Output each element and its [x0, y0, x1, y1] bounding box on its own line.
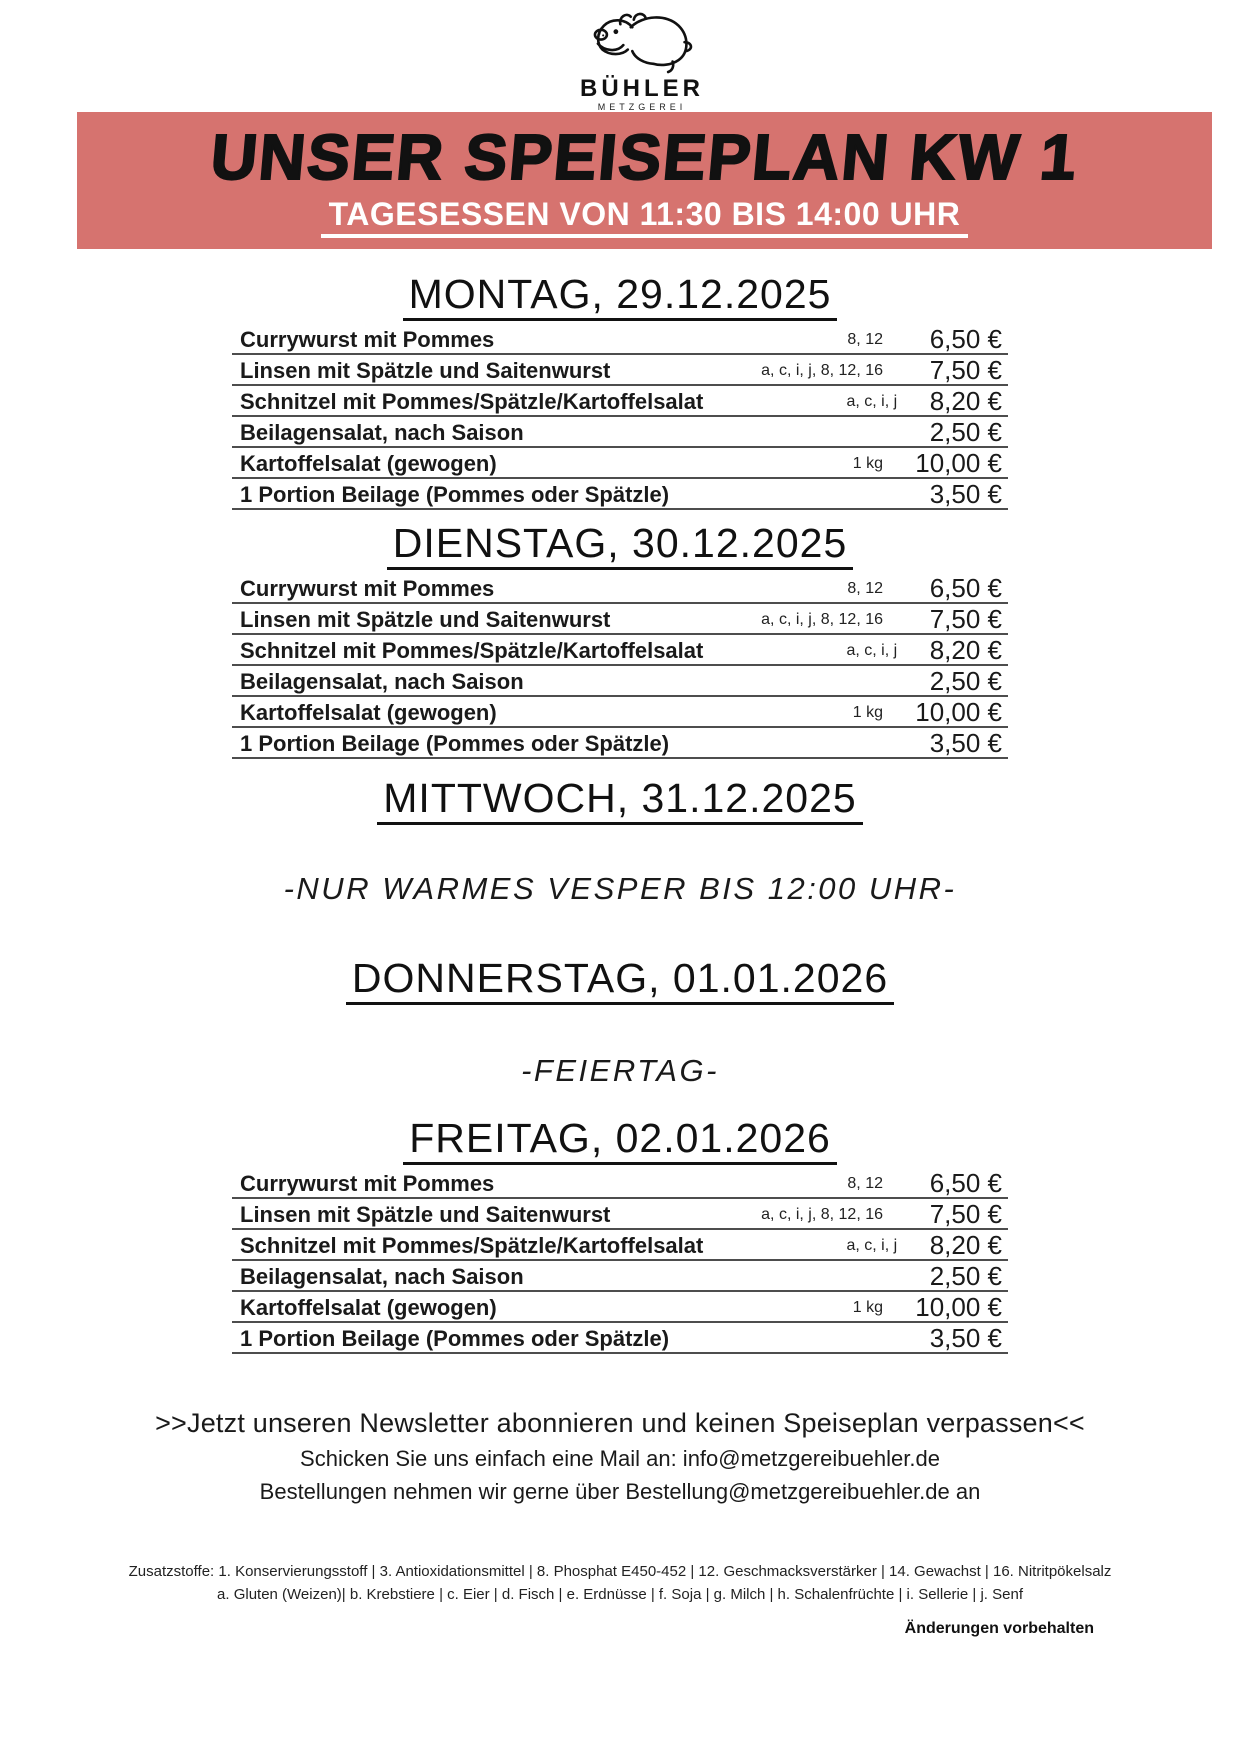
pig-logo-icon: [586, 12, 698, 76]
item-info: a, c, i, j, 8, 12, 16: [761, 1206, 883, 1224]
brand-name: BÜHLER: [580, 75, 704, 102]
title-banner: [77, 112, 1212, 249]
item-name: Schnitzel mit Pommes/Spätzle/Kartoffelsalat: [240, 1233, 704, 1259]
item-name: Kartoffelsalat (gewogen): [240, 699, 497, 725]
item-info: [669, 1348, 885, 1351]
newsletter-order-line: Bestellungen nehmen wir gerne über Bestellung@metzgereibuehler.de an: [259, 1479, 981, 1505]
item-name: Schnitzel mit Pommes/Spätzle/Kartoffelsalat: [240, 637, 704, 663]
menu-row: [232, 573, 1008, 604]
menu-row: [232, 1292, 1008, 1323]
day-heading-freitag: FREITAG, 02.01.2026: [403, 1117, 837, 1165]
item-name: Linsen mit Spätzle und Saitenwurst: [240, 1202, 611, 1228]
brand-subtitle: METZGEREI: [597, 102, 687, 113]
item-name: Linsen mit Spätzle und Saitenwurst: [240, 606, 611, 632]
footer-allergens: a. Gluten (Weizen)| b. Krebstiere | c. Eier | d. Fisch | e. Erdnüsse | f. Soja | g. Milch | h. Schalenfrüchte | i. Sellerie | j. Senf: [217, 1585, 1023, 1603]
menu-row: [232, 448, 1008, 479]
menu-row: [232, 417, 1008, 448]
item-info: a, c, i, j: [846, 393, 898, 411]
item-info: a, c, i, j: [846, 1237, 898, 1255]
day-heading-donnerstag: DONNERSTAG, 01.01.2026: [346, 957, 894, 1005]
item-price: 6,50 €: [929, 573, 1002, 604]
menu-row: [232, 1323, 1008, 1354]
menu-row: [232, 386, 1008, 417]
day-note-mittwoch: -NUR WARMES VESPER BIS 12:00 UHR-: [283, 871, 957, 907]
item-price: 10,00 €: [915, 1292, 1002, 1323]
menu-row: [232, 728, 1008, 759]
item-name: Currywurst mit Pommes: [240, 575, 495, 601]
day-heading-mittwoch: MITTWOCH, 31.12.2025: [377, 777, 862, 825]
menu-table-montag: [232, 324, 1008, 510]
menu-row: [232, 1168, 1008, 1199]
item-info: a, c, i, j, 8, 12, 16: [761, 362, 883, 380]
item-info: 8, 12: [847, 580, 883, 598]
item-price: 10,00 €: [915, 697, 1002, 728]
item-name: Beilagensalat, nach Saison: [240, 1264, 524, 1290]
item-info: [663, 691, 883, 694]
page-subtitle: TAGESESSEN VON 11:30 BIS 14:00 UHR: [321, 198, 969, 238]
menu-row: [232, 1199, 1008, 1230]
day-section-mittwoch: [0, 777, 1240, 907]
item-name: 1 Portion Beilage (Pommes oder Spätzle): [240, 1326, 670, 1352]
item-info: 8, 12: [847, 331, 883, 349]
item-price: 3,50 €: [929, 1323, 1002, 1354]
item-price: 2,50 €: [929, 417, 1002, 448]
footer-block: [0, 1561, 1240, 1606]
item-price: 7,50 €: [929, 355, 1002, 386]
menu-table-freitag: [232, 1168, 1008, 1354]
footer-disclaimer: Änderungen vorbehalten: [904, 1620, 1094, 1638]
day-section-dienstag: [0, 522, 1240, 759]
item-info: 1 kg: [852, 704, 883, 722]
item-price: 7,50 €: [929, 604, 1002, 635]
menu-row: [232, 635, 1008, 666]
item-price: 6,50 €: [929, 1168, 1002, 1199]
item-name: Kartoffelsalat (gewogen): [240, 1295, 497, 1321]
item-price: 8,20 €: [929, 1230, 1002, 1261]
item-price: 2,50 €: [929, 1261, 1002, 1292]
item-price: 2,50 €: [929, 666, 1002, 697]
item-price: 6,50 €: [929, 324, 1002, 355]
logo-block: [22, 0, 1240, 112]
item-price: 3,50 €: [929, 479, 1002, 510]
day-note-donnerstag: -FEIERTAG-: [521, 1053, 719, 1089]
item-name: Schnitzel mit Pommes/Spätzle/Kartoffelsalat: [240, 388, 704, 414]
item-info: 1 kg: [852, 1299, 883, 1317]
item-name: Linsen mit Spätzle und Saitenwurst: [240, 357, 611, 383]
item-name: 1 Portion Beilage (Pommes oder Spätzle): [240, 481, 670, 507]
item-info: a, c, i, j: [846, 642, 898, 660]
day-heading-dienstag: DIENSTAG, 30.12.2025: [387, 522, 854, 570]
item-name: Beilagensalat, nach Saison: [240, 419, 524, 445]
item-name: Currywurst mit Pommes: [240, 1171, 495, 1197]
day-section-montag: [0, 273, 1240, 510]
menu-row: [232, 697, 1008, 728]
item-info: [669, 753, 885, 756]
item-info: 1 kg: [852, 455, 883, 473]
day-heading-montag: MONTAG, 29.12.2025: [403, 273, 838, 321]
item-name: Currywurst mit Pommes: [240, 326, 495, 352]
page-title: UNSER SPEISEPLAN KW 1: [207, 121, 1082, 194]
newsletter-mail-line: Schicken Sie uns einfach eine Mail an: info@metzgereibuehler.de: [300, 1446, 940, 1472]
day-section-donnerstag: [0, 957, 1240, 1089]
menu-row: [232, 1261, 1008, 1292]
item-info: [669, 504, 885, 507]
item-price: 10,00 €: [915, 448, 1002, 479]
item-info: [663, 1286, 883, 1289]
item-name: Kartoffelsalat (gewogen): [240, 450, 497, 476]
item-name: 1 Portion Beilage (Pommes oder Spätzle): [240, 730, 670, 756]
item-price: 3,50 €: [929, 728, 1002, 759]
item-info: 8, 12: [847, 1175, 883, 1193]
newsletter-headline: >>Jetzt unseren Newsletter abonnieren und keinen Speiseplan verpassen<<: [155, 1408, 1085, 1439]
item-price: 8,20 €: [929, 386, 1002, 417]
item-info: [663, 442, 883, 445]
item-name: Beilagensalat, nach Saison: [240, 668, 524, 694]
menu-row: [232, 479, 1008, 510]
item-info: a, c, i, j, 8, 12, 16: [761, 611, 883, 629]
item-price: 7,50 €: [929, 1199, 1002, 1230]
day-section-freitag: [0, 1117, 1240, 1354]
footer-additives: Zusatzstoffe: 1. Konservierungsstoff | 3. Antioxidationsmittel | 8. Phosphat E450-452 | 12. Geschmacksverstärker | 14. Gewachst | 16. Nitritpökelsalz: [128, 1563, 1112, 1581]
menu-row: [232, 324, 1008, 355]
item-price: 8,20 €: [929, 635, 1002, 666]
newsletter-block: [0, 1408, 1240, 1505]
menu-row: [232, 604, 1008, 635]
menu-table-dienstag: [232, 573, 1008, 759]
menu-row: [232, 1230, 1008, 1261]
menu-row: [232, 666, 1008, 697]
menu-row: [232, 355, 1008, 386]
